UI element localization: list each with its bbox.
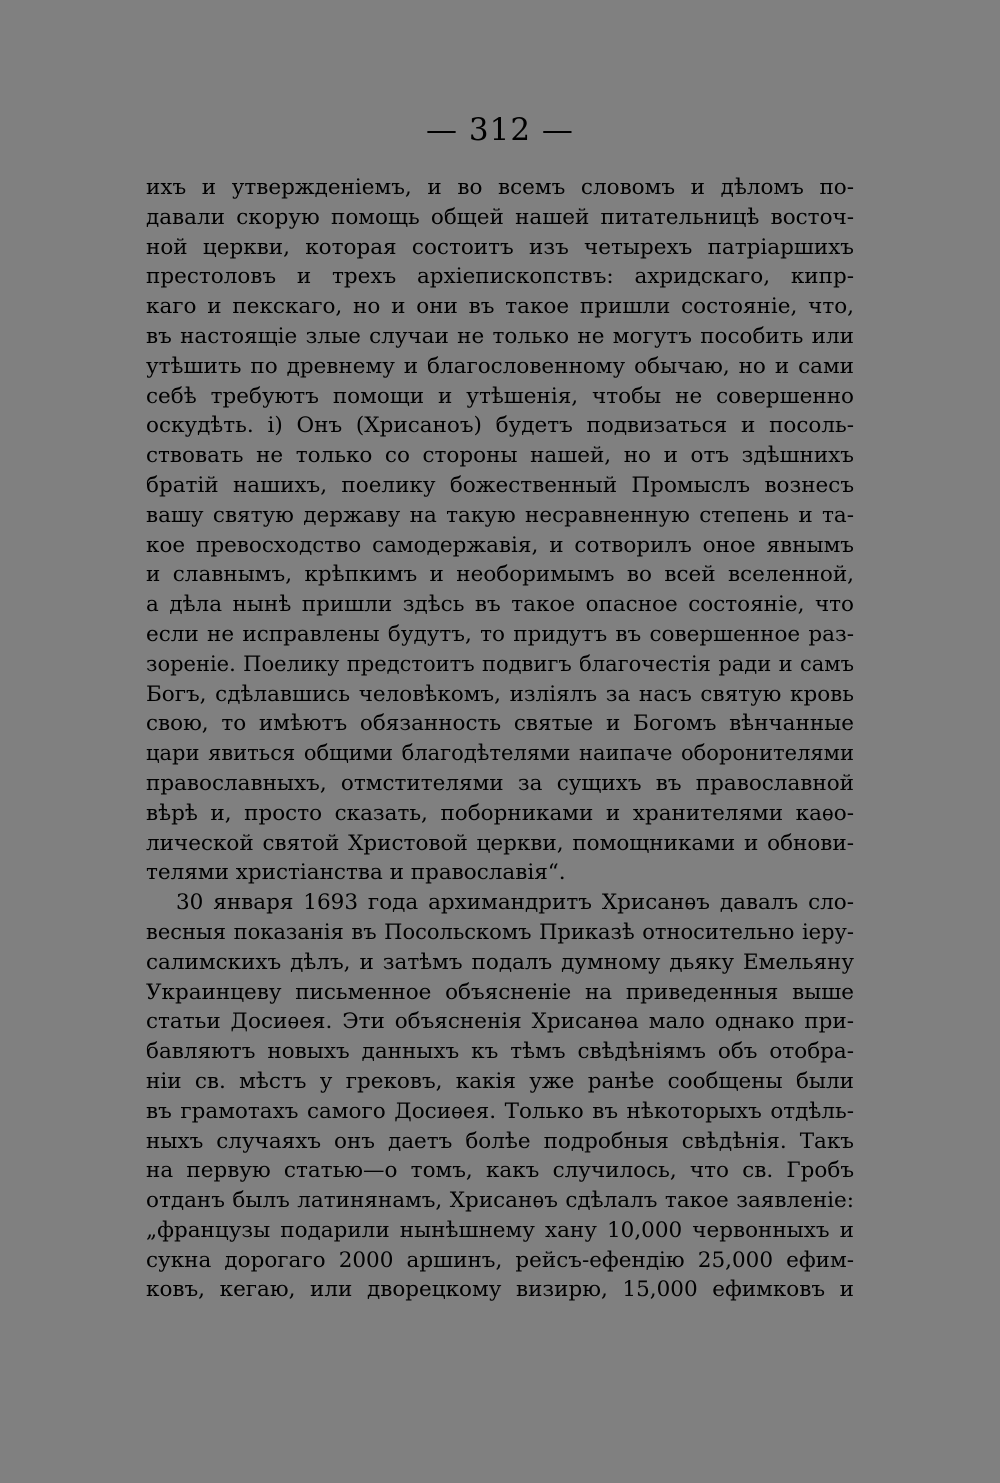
paragraph-1 [146,173,854,888]
text-line: 30 января 1693 года архимандритъ Хрисанѳъ давалъ сло- [176,890,854,916]
page-number: — 312 — [426,112,574,148]
text-line: вѣрѣ и, просто сказать, поборниками и хранителями каѳо- [146,800,854,826]
text-line: если не исправлены будутъ, то придутъ въ совершенное раз- [146,621,854,647]
text-line: православныхъ, отмстителями за сущихъ въ православной [146,770,854,796]
text-line: Украинцеву письменное объясненіе на приведенныя выше [146,979,854,1005]
text-line: лической святой Христовой церкви, помощниками и обнови- [146,830,854,856]
text-line: въ настоящіе злые случаи не только не могутъ пособить или [146,323,854,349]
text-line: ніи св. мѣстъ у грековъ, какія уже ранѣе сообщены были [146,1068,854,1094]
text-line: Богъ, сдѣлавшись человѣкомъ, изліялъ за насъ святую кровь [146,681,854,707]
text-line: бавляютъ новыхъ данныхъ къ тѣмъ свѣдѣніямъ объ отобра- [146,1039,854,1065]
text-line: а дѣла нынѣ пришли здѣсь въ такое опасное состояніе, что [146,592,854,618]
text-line: на первую статью—о томъ, какъ случилось, что св. Гробъ [146,1158,854,1184]
text-line: себѣ требуютъ помощи и утѣшенія, чтобы не совершенно [146,383,854,409]
body-text [146,173,854,1305]
text-line: ствовать не только со стороны нашей, но и отъ здѣшнихъ [146,443,854,469]
text-line: кое превосходство самодержавія, и сотворилъ оное явнымъ [146,532,854,558]
text-line: престоловъ и трехъ архіепископствъ: ахридскаго, кипр- [146,264,854,290]
paragraph-2 [146,888,854,1305]
text-line: каго и пекскаго, но и они въ такое пришли состояніе, что, [146,294,854,320]
text-line: давали скорую помощь общей нашей питательницѣ восточ- [146,204,854,230]
text-line: и славнымъ, крѣпкимъ и необоримымъ во всей вселенной, [146,562,854,588]
text-line: ихъ и утвержденіемъ, и во всемъ словомъ и дѣломъ по- [146,175,854,200]
text-line: салимскихъ дѣлъ, и затѣмъ подалъ думному дьяку Емельяну [146,949,854,975]
text-line: братій нашихъ, поелику божественный Промыслъ вознесъ [146,472,854,498]
text-line: цари явиться общими благодѣтелями наипаче оборонителями [146,741,854,766]
text-line: зореніе. Поелику предстоитъ подвигъ благочестія ради и самъ [146,651,854,676]
text-line: вашу святую державу на такую несравненную степень и та- [146,502,854,528]
text-line: отданъ былъ латинянамъ, Хрисанѳъ сдѣлалъ такое заявленіе: [146,1188,854,1214]
text-line: ныхъ случаяхъ онъ даетъ болѣе подробныя свѣдѣнія. Такъ [146,1128,854,1154]
text-line: свою, то имѣютъ обязанность святые и Богомъ вѣнчанные [146,711,854,737]
text-line: оскудѣть. і) Онъ (Хрисаноъ) будетъ подвизаться и посоль- [146,413,854,439]
text-line: весныя показанія въ Посольскомъ Приказѣ относительно іеру- [146,919,854,944]
text-line: въ грамотахъ самого Досиѳея. Только въ нѣкоторыхъ отдѣль- [146,1098,854,1124]
text-line: утѣшить по древнему и благословенному обычаю, но и сами [146,353,854,379]
text-line: ковъ, кегаю, или дворецкому визирю, 15,000 ефимковъ и [146,1277,854,1303]
text-line: статьи Досиѳея. Эти объясненія Хрисанѳа мало однако при- [146,1009,854,1035]
text-line: сукна дорогаго 2000 аршинъ, рейсъ-ефендію 25,000 ефим- [146,1247,854,1273]
text-line: телями христіанства и православія“. [146,860,566,886]
text-line: „французы подарили нынѣшнему хану 10,000 червонныхъ и [146,1217,854,1243]
text-line: ной церкви, которая состоитъ изъ четырехъ патріаршихъ [146,234,854,260]
